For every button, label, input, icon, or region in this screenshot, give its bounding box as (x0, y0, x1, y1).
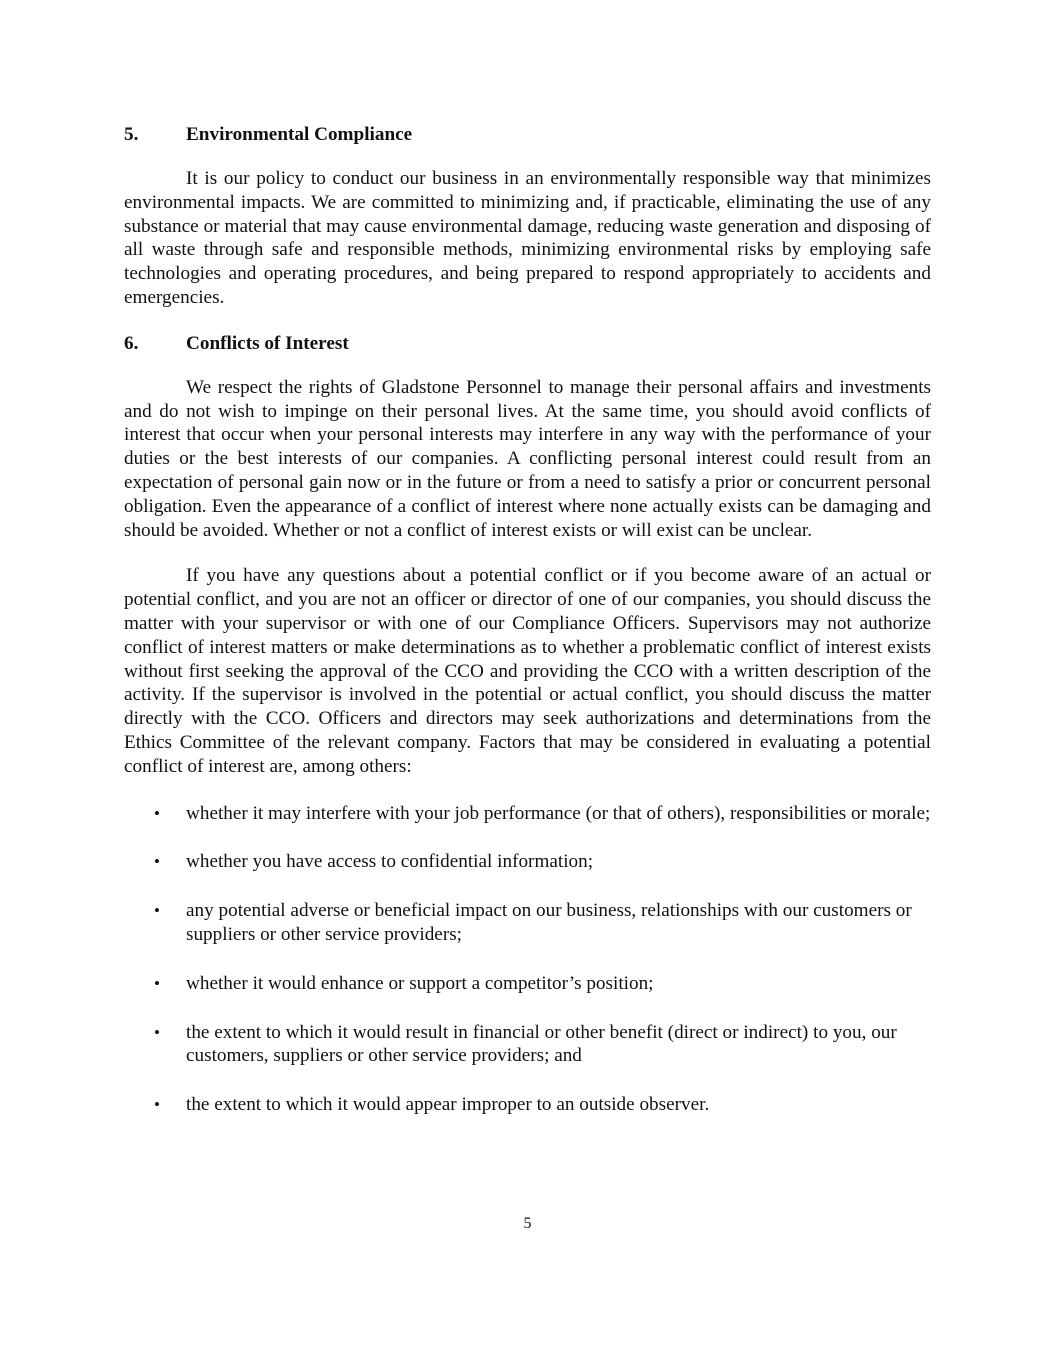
list-item (124, 1093, 931, 1117)
bullet-icon: • (154, 901, 160, 921)
list-item-text: whether you have access to confidential information; (186, 851, 594, 873)
list-item-text: the extent to which it would result in financial or other benefit (direct or indirect) to you, our customers, suppliers or other service providers; and (186, 1021, 897, 1067)
document-page (124, 123, 931, 1142)
section-heading-environmental-compliance (124, 123, 931, 147)
section-title: Environmental Compliance (186, 124, 413, 145)
paragraph-conflicts-respect: We respect the rights of Gladstone Personnel to manage their personal affairs and investments and do not wish to impinge on their personal lives. At the same time, you should avoid conflicts of interest that occur when your personal interests may interfere in any way with the performance of your duties or the best interests of our companies. A conflicting personal interest could result from an expectation of personal gain now or in the future or from a need to satisfy a prior or concurrent personal obligation. Even the appearance of a conflict of interest where none actually exists can be damaging and should be avoided. Whether or not a conflict of interest exists or will exist can be unclear. (124, 376, 931, 541)
list-item-text: whether it would enhance or support a competitor’s position; (186, 972, 654, 994)
list-item (124, 899, 931, 947)
page-number: 5 (523, 1215, 532, 1232)
section-title: Conflicts of Interest (186, 332, 349, 354)
list-item-text: whether it may interfere with your job performance (or that of others), responsibilities or morale; (186, 802, 931, 824)
bullet-icon: • (154, 1095, 160, 1115)
bullet-icon: • (154, 852, 160, 872)
list-item (124, 972, 931, 996)
section-number: 5. (124, 124, 139, 145)
list-item (124, 1021, 931, 1069)
bullet-icon: • (154, 973, 160, 993)
paragraph-conflicts-questions: If you have any questions about a potential conflict or if you become aware of an actual or potential conflict, and you are not an officer or director of one of our companies, you should discuss the matter with your supervisor or with one of our Compliance Officers. Supervisors may not authorize conflict of interest matters or make determinations as to whether a problematic conflict of interest exists without first seeking the approval of the CCO and providing the CCO with a written description of the activity. If the supervisor is involved in the potential or actual conflict, you should discuss the matter directly with the CCO. Officers and directors may seek authorizations and determinations from the Ethics Committee of the relevant company. Factors that may be considered in evaluating a potential conflict of interest are, among others: (124, 565, 931, 777)
bullet-icon: • (154, 1022, 160, 1042)
paragraph-environmental-policy: It is our policy to conduct our business in an environmentally responsible way that minimizes environmental impacts. We are committed to minimizing and, if practicable, eliminating the use of any substance or material that may cause environmental damage, reducing waste generation and disposing of all waste through safe and responsible methods, minimizing environmental risks by employing safe technologies and operating procedures, and being prepared to respond appropriately to accidents and emergencies. (124, 168, 931, 308)
conflict-factors-list (124, 802, 931, 1117)
list-item (124, 850, 931, 874)
section-number: 6. (124, 332, 139, 354)
list-item (124, 802, 931, 826)
bullet-icon: • (154, 803, 160, 823)
list-item-text: any potential adverse or beneficial impact on our business, relationships with our customers or suppliers or other service providers; (186, 900, 912, 945)
list-item-text: the extent to which it would appear improper to an outside observer. (186, 1094, 710, 1116)
section-heading-conflicts-of-interest (124, 332, 931, 356)
